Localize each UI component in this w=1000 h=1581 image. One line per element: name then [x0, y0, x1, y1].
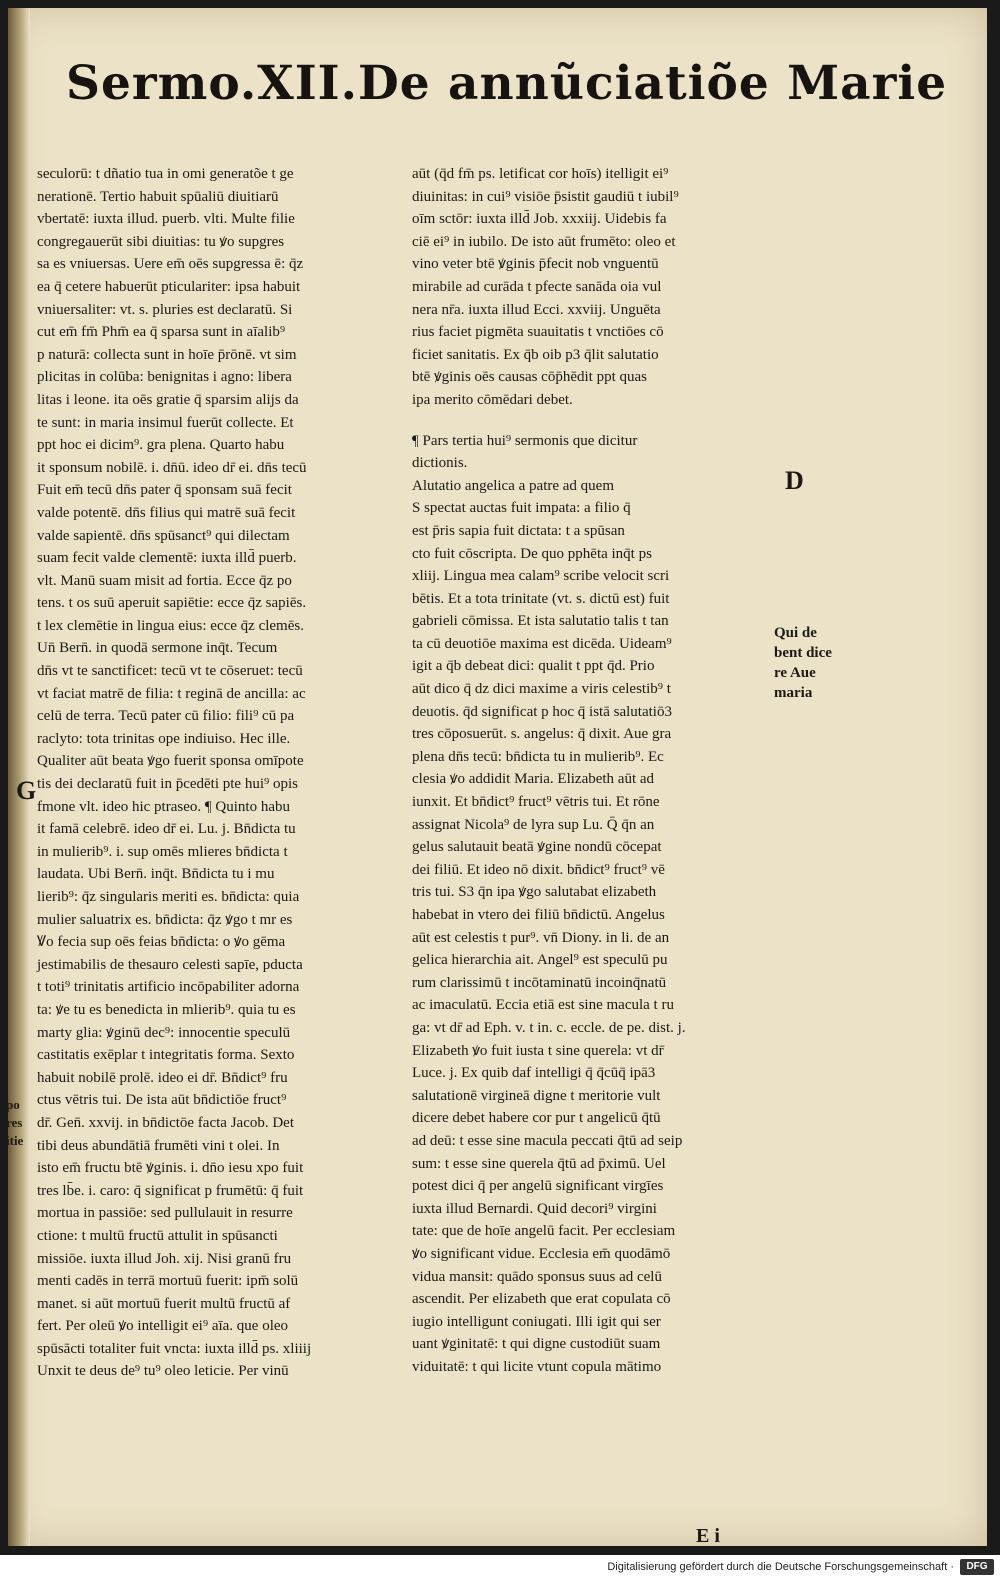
text-line: mirabile ad curāda t pfecte sanāda oia vul	[412, 278, 662, 295]
text-line: mortua in passiōe: sed pullulauit in resurre	[37, 1205, 293, 1222]
text-line: ga: vt dr̄ ad Eph. v. t in. c. eccle. de pe. dist. j.	[412, 1019, 686, 1036]
text-line: S spectat auctas fuit impata: a filio q̄	[412, 500, 631, 517]
text-line: nera nr̄a. iuxta illud Ecci. xxviij. Unguēta	[412, 301, 661, 318]
text-line: fmone vlt. ideo hic ptraseo. ¶ Quinto habu	[37, 798, 290, 815]
text-line: tres lb̄e. i. caro: q̄ significat p frumētū: q̄ fuit	[37, 1182, 304, 1199]
text-line: Alutatio angelica a patre ad quem	[412, 477, 614, 494]
margin-note-line: bent dice	[774, 645, 832, 661]
text-line: ipa merito cōmēdari debet.	[412, 391, 573, 408]
margin-note-line: itie	[6, 1133, 24, 1148]
text-line: Fuit em̄ tecū dn̄s pater q̄ sponsam suā fecit	[37, 482, 292, 499]
text-line: tres cōposuerūt. s. angelus: q̄ dixit. Aue gra	[412, 726, 672, 743]
margin-note-line: re Aue	[774, 665, 816, 681]
text-line: laudata. Ubi Bern̄. inq̄t. Bn̄dicta tu i mu	[37, 866, 275, 883]
margin-note-line: maria	[774, 685, 813, 701]
text-line: ac imaculatū. Eccia etiā est sine macula t ru	[412, 997, 674, 1014]
text-line: deuotis. q̄d significat p hoc q̄ istā salutatiō3	[412, 703, 672, 720]
margin-note-line: Qui de	[774, 625, 817, 641]
text-line: spūsācti totaliter fuit vncta: iuxta illd̄ ps. xliiij	[37, 1340, 312, 1357]
text-line: marty glia: ꝟginū dec⁹: innocentie speculū	[37, 1024, 291, 1041]
text-line: habebat in vtero dei filiū bn̄dictū. Angelus	[412, 907, 665, 923]
text-line: fert. Per oleū ꝟo intelligit ei⁹ aīa. que oleo	[37, 1318, 289, 1335]
text-line: igit a q̄b debeat dici: qualit t ppt q̄d. Prio	[412, 658, 655, 675]
dfg-logo: DFG	[960, 1559, 994, 1575]
text-line: castitatis exēplar t integritatis forma. Sexto	[37, 1047, 295, 1064]
text-line: Unxit te deus de⁹ tu⁹ oleo leticie. Per vinū	[37, 1363, 289, 1380]
text-line: aūt est celestis t pur⁹. vn̄ Diony. in li. de an	[412, 929, 670, 946]
text-line: manet. si aūt mortuū fuerit multū fructū af	[37, 1295, 291, 1312]
text-line: rius faciet pigmēta suauitatis t vnctiōes cō	[412, 324, 664, 341]
funding-notice: Digitalisierung gefördert durch die Deutsche Forschungsgemeinschaft ·	[607, 1561, 954, 1573]
margin-note-right	[774, 623, 844, 703]
text-line: plena dn̄s tecū: bn̄dicta tu in mulierib⁹. Ec	[412, 748, 664, 765]
text-line: ficiet sanitatis. Ex q̄b oib p3 q̄lit salutatio	[412, 346, 659, 363]
text-line: dei filiū. Et ideo nō dixit. bn̄dict⁹ fruct⁹ vē	[412, 861, 665, 878]
text-line: potest dici q̄ per angelū significant virgīes	[412, 1178, 664, 1195]
text-line: ppt hoc ei dicim⁹. gra plena. Quarto habu	[37, 437, 285, 454]
text-line: sa es vniuersas. Uere em̄ oēs supgressa ē: q̄z	[37, 256, 304, 273]
text-line: seculorū: t dñatio tua in omi generatõe t ge	[37, 166, 294, 182]
text-line: vbertatē: iuxta illud. puerb. vlti. Multe filie	[37, 211, 295, 228]
text-line: uant ꝟginitatē: t qui digne custodiūt suam	[412, 1336, 661, 1353]
text-line: valde sapientē. dn̄s spūsanct⁹ qui dilectam	[37, 527, 290, 544]
text-line: dr̄. Gen̄. xxvij. in bn̄dictōe facta Jacob. Det	[37, 1114, 295, 1131]
text-line: clesia ꝟo addidit Maria. Elizabeth aūt ad	[412, 771, 655, 788]
signature-mark: E i	[696, 1525, 720, 1547]
text-line: raclyto: tota trinitas ope indiuiso. Hec ille.	[37, 730, 291, 747]
text-line: dictionis.	[412, 455, 468, 472]
text-line: congregauerūt sibi diuitias: tu ꝟo supgres	[37, 233, 285, 250]
text-line: gabrieli cōmissa. Et ista salutatio talis t tan	[412, 613, 669, 630]
margin-initial-right: D	[785, 466, 804, 495]
text-line: ctione: t multū fructū attulit in spūsancti	[37, 1227, 278, 1244]
text-line: iuxta illud Bernardi. Quid decori⁹ virgini	[412, 1200, 657, 1217]
right-text-column	[412, 163, 772, 1378]
text-line: te sunt: in maria insimul fuerūt collecte. Et	[37, 414, 294, 431]
text-line: it famā celebrē. ideo dr̄ ei. Lu. j. Bn̄dicta tu	[37, 821, 296, 838]
text-line: t toti⁹ trinitatis artificio incōpabiliter adorna	[37, 979, 300, 996]
text-line: tens. t os suū aperuit sapiētie: ecce q̄z sapiēs.	[37, 595, 307, 612]
text-line: ctus vētris tui. De ista aūt bn̄dictiōe fruct⁹	[37, 1092, 287, 1109]
scanned-page	[8, 8, 987, 1546]
margin-note-line: po	[6, 1097, 20, 1112]
text-line: suam fecit valde clementē: iuxta illd̄ puerb.	[37, 550, 297, 567]
text-line: vino veter btē ꝟginis p̄fecit nob vnguentū	[412, 256, 659, 273]
text-line: btē ꝟginis oēs causas cōp̄hēdit ppt quas	[412, 369, 647, 386]
text-line: vlt. Manū suam misit ad fortia. Ecce q̄z po	[37, 572, 292, 589]
text-line: Luce. j. Ex quib daf intelligi q̄ q̄cūq̄ ipā3	[412, 1065, 656, 1082]
text-line: Elizabeth ꝟo fuit iusta t sine querela: vt dr̄	[412, 1042, 664, 1059]
text-line: isto em̄ fructu btē ꝟginis. i. dn̄o iesu xpo fuit	[37, 1160, 304, 1177]
text-line: aūt dico q̄ dz dici maxime a viris celestib⁹ t	[412, 681, 671, 698]
text-line: lierib⁹: q̄z singularis meriti es. bn̄dicta: quia	[37, 889, 300, 905]
text-line: ¶ Pars tertia hui⁹ sermonis que dicitur	[412, 432, 638, 449]
text-line: cut em̄ fm̄ Phm̄ ea q̄ sparsa sunt in aīalib⁹	[37, 324, 286, 341]
text-line: iunxit. Et bn̄dict⁹ fruct⁹ vētris tui. Et rōne	[412, 794, 660, 811]
margin-note-line: res	[6, 1115, 23, 1130]
text-line: tis dei declaratū fuit in p̄cedēti pte hui⁹ opis	[37, 776, 298, 793]
text-line: ta: ꝟe tu es benedicta in mlierib⁹. quia tu es	[37, 1001, 296, 1018]
page-heading: Sermo.XII.De annũciatiõe Marie	[66, 56, 948, 111]
text-line: dn̄s vt te sanctificet: tecū vt te cōseruet: tecū	[37, 663, 303, 680]
text-line: tris tui. S3 q̄n ipa ꝟgo salutabat elizabeth	[412, 884, 657, 901]
text-line: tibi deus abundātiā frumēti vini t olei. In	[37, 1137, 280, 1154]
text-line: nerationē. Tertio habuit spūaliū diuitiarū	[37, 188, 279, 205]
text-line: iugio intelligunt coniugati. Illi igit qui ser	[412, 1313, 661, 1330]
text-line: ta cū deuotiōe maxima est dicēda. Uideam⁹	[412, 635, 672, 652]
text-line: sum: t esse sine querela q̄tū ad p̄ximū. Uel	[412, 1155, 666, 1172]
text-line: dicere debet habere cor pur t angelicū q̄tū	[412, 1110, 661, 1127]
margin-note-left	[6, 1096, 32, 1150]
text-line: t lex clemētie in lingua eius: ecce q̄z clemēs.	[37, 617, 304, 634]
text-line: assignat Nicola⁹ de lyra sup Lu. Q̄ q̄n an	[412, 816, 655, 833]
text-line: gelica hierarchia ait. Angel⁹ est speculū pu	[412, 952, 668, 969]
text-line: vniuersaliter: vt. s. pluries est declaratū. Si	[37, 301, 293, 318]
text-line: aūt (q̄d fm̄ ps. letificat cor hoīs) itelligit ei⁹	[412, 166, 669, 182]
text-line: mulier saluatrix es. bn̄dicta: q̄z ꝟgo t mr es	[37, 911, 293, 928]
text-line: missiōe. iuxta illud Joh. xij. Nisi granū fru	[37, 1250, 292, 1267]
text-line: Ꝟo fecia sup oēs feias bn̄dicta: o ꝟo gēma	[37, 934, 286, 951]
text-line: bētis. Et a tota trinitate (vt. s. dictū est) fuit	[412, 590, 670, 607]
text-line: diuinitas: in cui⁹ visiōe p̄sistit gaudiū t iubil⁹	[412, 188, 679, 205]
text-line: Qualiter aūt beata ꝟgo fuerit sponsa omīpote	[37, 753, 304, 770]
text-line: celū de terra. Tecū pater cū filio: fili⁹ cū pa	[37, 708, 295, 725]
text-line: salutationē virgineā digne t meritorie vult	[412, 1087, 661, 1104]
text-line: jestimabilis de thesauro celesti sapīe, pducta	[37, 956, 303, 973]
text-line: plicitas in colūba: benignitas i agno: libera	[37, 369, 292, 386]
text-line: vt faciat matrē de filia: t reginā de ancilla: ac	[37, 685, 306, 702]
margin-initial-left: G	[16, 776, 37, 805]
text-line: it sponsum nobilē. i. dn̄ū. ideo dr̄ ei. dn̄s tecū	[37, 459, 307, 476]
text-line: valde potentē. dn̄s filius qui matrē suā fecit	[37, 504, 296, 521]
text-line: tate: que de hoīe angelū facit. Per ecclesiam	[412, 1223, 676, 1240]
text-line	[412, 412, 772, 430]
text-line: litas i leone. ita oēs gratie q̄ sparsim alijs da	[37, 391, 299, 408]
left-text-column	[37, 163, 401, 1383]
text-line: ea q̄ cetere habuerūt pticulariter: ipsa habuit	[37, 278, 301, 295]
text-line: cto fuit cōscripta. De quo pphēta inq̄t ps	[412, 545, 652, 562]
text-line: ꝟo significant vidue. Ecclesia em̄ quodāmō	[412, 1245, 671, 1262]
text-line: ad deū: t esse sine macula peccati q̄tū ad seip	[412, 1132, 683, 1149]
text-line: xliij. Lingua mea calam⁹ scribe velocit scri	[412, 568, 670, 585]
text-line: oīm sctōr: iuxta illd̄ Job. xxxiij. Uidebis fa	[412, 211, 667, 228]
text-line: in mulierib⁹. i. sup omēs mlieres bn̄dicta t	[37, 843, 288, 860]
text-line: ascendit. Per elizabeth que erat copulata cō	[412, 1291, 671, 1308]
text-line: viduitatē: t qui licite vtunt copula mātimo	[412, 1358, 662, 1375]
text-line: habuit nobilē prolē. ideo ei dr̄. Bn̄dict⁹ fru	[37, 1069, 288, 1086]
text-line: vidua mansit: quādo sponsus suus ad celū	[412, 1268, 662, 1285]
text-line: Un̄ Bern̄. in quodā sermone inq̄t. Tecum	[37, 640, 278, 657]
footer-bar	[0, 1555, 1000, 1581]
text-line: est p̄ris sapia fuit dictata: t a spūsan	[412, 522, 625, 539]
text-line: ciē ei⁹ in iubilo. De isto aūt frumēto: oleo et	[412, 233, 676, 250]
text-line: p naturā: collecta sunt in hoīe p̄rōnē. vt sim	[37, 346, 297, 363]
text-line: gelus salutauit beatā ꝟgine nondū cōcepat	[412, 839, 662, 856]
text-line: rum clarissimū t incōtaminatū incoinq̄natū	[412, 974, 667, 991]
text-line: menti cadēs in terrā mortuū fuerit: ipm̄ solū	[37, 1273, 299, 1290]
